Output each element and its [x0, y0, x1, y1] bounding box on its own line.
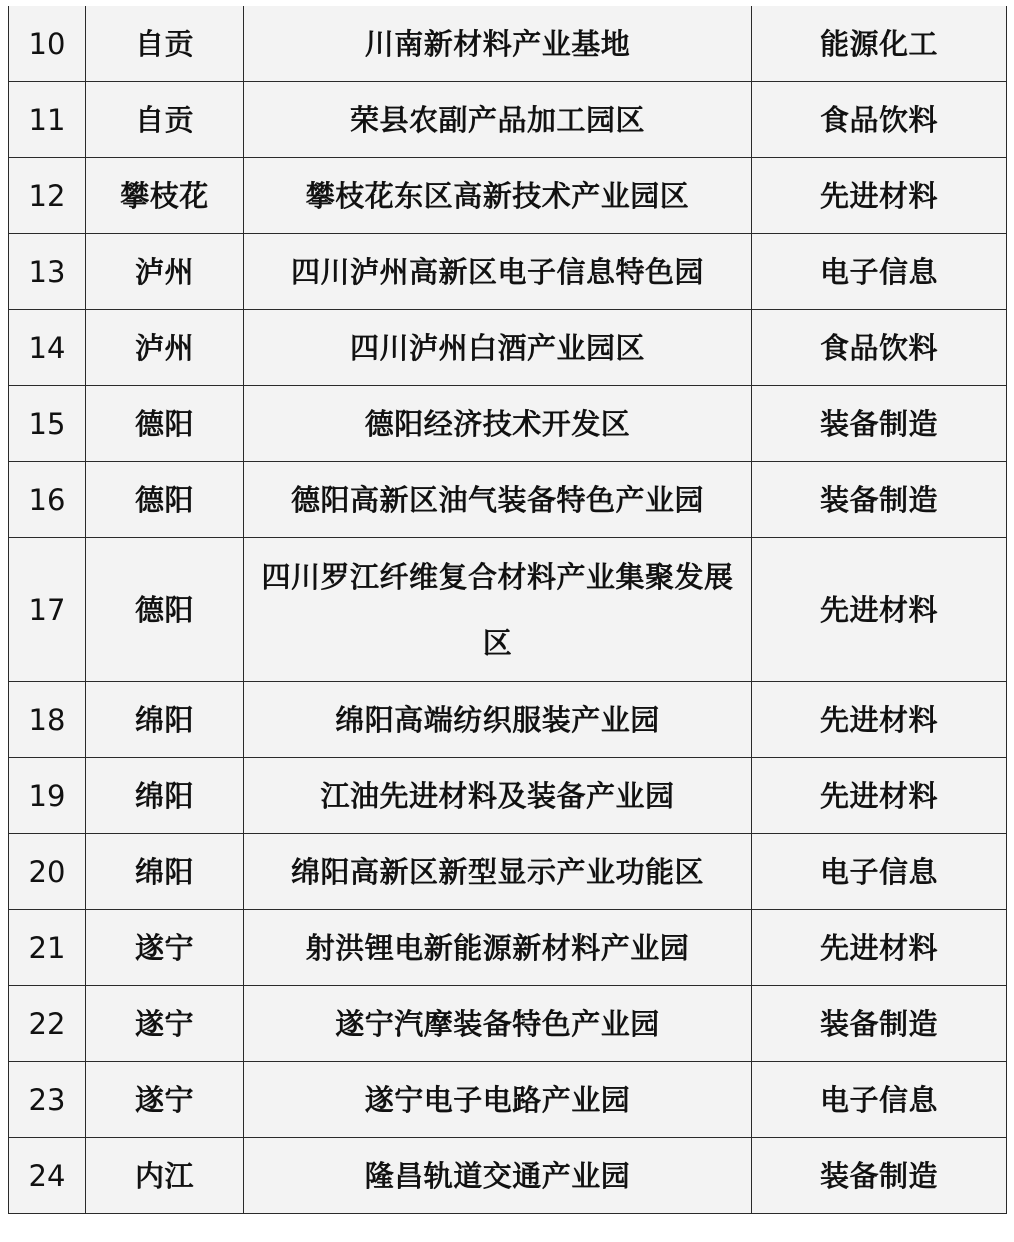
- table-row: [9, 538, 1007, 682]
- industry-cell: 先进材料: [752, 758, 1007, 834]
- table-row: [9, 386, 1007, 462]
- city-cell: 绵阳: [86, 834, 244, 910]
- city-cell: 遂宁: [86, 910, 244, 986]
- city-cell: 遂宁: [86, 1062, 244, 1138]
- row-number: 23: [9, 1062, 86, 1138]
- table-row: [9, 682, 1007, 758]
- row-number: 19: [9, 758, 86, 834]
- park-name-cell: 遂宁电子电路产业园: [244, 1062, 752, 1138]
- row-number: 10: [9, 6, 86, 82]
- industry-cell: 装备制造: [752, 386, 1007, 462]
- row-number: 14: [9, 310, 86, 386]
- park-name-cell: 四川泸州白酒产业园区: [244, 310, 752, 386]
- row-number: 15: [9, 386, 86, 462]
- city-cell: 绵阳: [86, 682, 244, 758]
- row-number: 24: [9, 1138, 86, 1214]
- row-number: 21: [9, 910, 86, 986]
- park-name-cell: 川南新材料产业基地: [244, 6, 752, 82]
- industry-cell: 电子信息: [752, 834, 1007, 910]
- park-name-cell: 隆昌轨道交通产业园: [244, 1138, 752, 1214]
- row-number: 17: [9, 538, 86, 682]
- city-cell: 泸州: [86, 234, 244, 310]
- industry-cell: 装备制造: [752, 462, 1007, 538]
- city-cell: 德阳: [86, 386, 244, 462]
- table-row: [9, 1062, 1007, 1138]
- table-body: [9, 6, 1007, 1214]
- industry-cell: 先进材料: [752, 910, 1007, 986]
- industrial-parks-table: [8, 6, 1007, 1214]
- park-name-cell: 四川泸州高新区电子信息特色园: [244, 234, 752, 310]
- row-number: 16: [9, 462, 86, 538]
- table-row: [9, 758, 1007, 834]
- city-cell: 泸州: [86, 310, 244, 386]
- table-row: [9, 834, 1007, 910]
- city-cell: 德阳: [86, 462, 244, 538]
- row-number: 20: [9, 834, 86, 910]
- park-name-cell: 德阳高新区油气装备特色产业园: [244, 462, 752, 538]
- park-name-cell: 德阳经济技术开发区: [244, 386, 752, 462]
- park-name-cell: 遂宁汽摩装备特色产业园: [244, 986, 752, 1062]
- table-row: [9, 1138, 1007, 1214]
- table-row: [9, 986, 1007, 1062]
- industry-cell: 电子信息: [752, 1062, 1007, 1138]
- industry-cell: 装备制造: [752, 986, 1007, 1062]
- row-number: 13: [9, 234, 86, 310]
- industry-cell: 先进材料: [752, 682, 1007, 758]
- table-row: [9, 462, 1007, 538]
- city-cell: 自贡: [86, 6, 244, 82]
- city-cell: 德阳: [86, 538, 244, 682]
- row-number: 22: [9, 986, 86, 1062]
- row-number: 11: [9, 82, 86, 158]
- park-name-cell: 攀枝花东区高新技术产业园区: [244, 158, 752, 234]
- row-number: 12: [9, 158, 86, 234]
- table-row: [9, 310, 1007, 386]
- industry-cell: 食品饮料: [752, 82, 1007, 158]
- city-cell: 自贡: [86, 82, 244, 158]
- park-name-cell: 四川罗江纤维复合材料产业集聚发展区: [244, 538, 752, 682]
- industry-cell: 能源化工: [752, 6, 1007, 82]
- table-row: [9, 234, 1007, 310]
- industry-cell: 先进材料: [752, 538, 1007, 682]
- industry-cell: 先进材料: [752, 158, 1007, 234]
- park-name-cell: 射洪锂电新能源新材料产业园: [244, 910, 752, 986]
- park-name-cell: 荣县农副产品加工园区: [244, 82, 752, 158]
- industry-cell: 食品饮料: [752, 310, 1007, 386]
- row-number: 18: [9, 682, 86, 758]
- park-name-cell: 绵阳高端纺织服装产业园: [244, 682, 752, 758]
- industry-cell: 电子信息: [752, 234, 1007, 310]
- city-cell: 遂宁: [86, 986, 244, 1062]
- table-row: [9, 6, 1007, 82]
- city-cell: 内江: [86, 1138, 244, 1214]
- park-name-cell: 绵阳高新区新型显示产业功能区: [244, 834, 752, 910]
- city-cell: 攀枝花: [86, 158, 244, 234]
- industry-cell: 装备制造: [752, 1138, 1007, 1214]
- city-cell: 绵阳: [86, 758, 244, 834]
- table-row: [9, 910, 1007, 986]
- table-row: [9, 158, 1007, 234]
- table-row: [9, 82, 1007, 158]
- industrial-parks-table-container: [8, 6, 1006, 1214]
- park-name-cell: 江油先进材料及装备产业园: [244, 758, 752, 834]
